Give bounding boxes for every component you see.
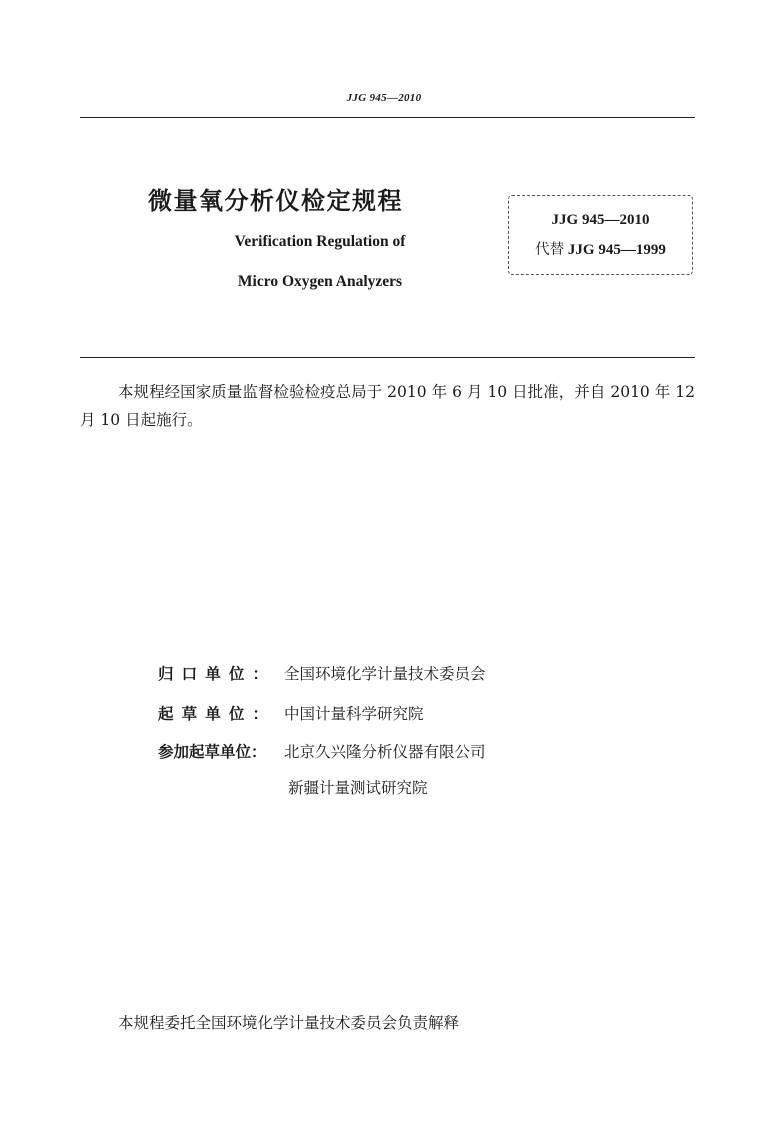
header-divider	[80, 117, 695, 118]
org-value: 中国计量科学研究院	[284, 705, 424, 723]
standard-code-box	[508, 195, 693, 275]
running-header-code: JJG 945—2010	[346, 92, 422, 104]
org-row-drafting	[158, 702, 424, 726]
org-value: 北京久兴隆分析仪器有限公司	[284, 743, 486, 761]
document-title-chinese: 微量氧分析仪检定规程	[148, 187, 403, 215]
replaces-prefix: 代替	[535, 242, 565, 258]
title-divider	[80, 357, 695, 358]
org-row-responsible	[158, 662, 486, 686]
org-label: 归口单位：	[158, 665, 268, 683]
document-title-english-line1: Verification Regulation of	[234, 233, 406, 250]
standard-code: JJG 945—2010	[551, 212, 650, 228]
interpretation-note: 本规程委托全国环境化学计量技术委员会负责解释	[118, 1014, 460, 1032]
org-row-participating-2	[288, 776, 428, 800]
document-title-english-line2: Micro Oxygen Analyzers	[237, 273, 403, 290]
org-label: 参加起草单位：	[158, 743, 267, 761]
org-label: 起草单位：	[158, 705, 268, 723]
org-row-participating	[158, 740, 486, 764]
replaces-code: JJG 945—1999	[567, 242, 666, 258]
org-value: 全国环境化学计量技术委员会	[284, 665, 486, 683]
approval-statement: 本规程经国家质量监督检验检疫总局于 2010 年 6 月 10 日批准，并自 2010 年 12 月 10 日起施行。	[80, 383, 695, 429]
replaces-standard	[509, 238, 692, 259]
org-value: 新疆计量测试研究院	[288, 779, 428, 797]
